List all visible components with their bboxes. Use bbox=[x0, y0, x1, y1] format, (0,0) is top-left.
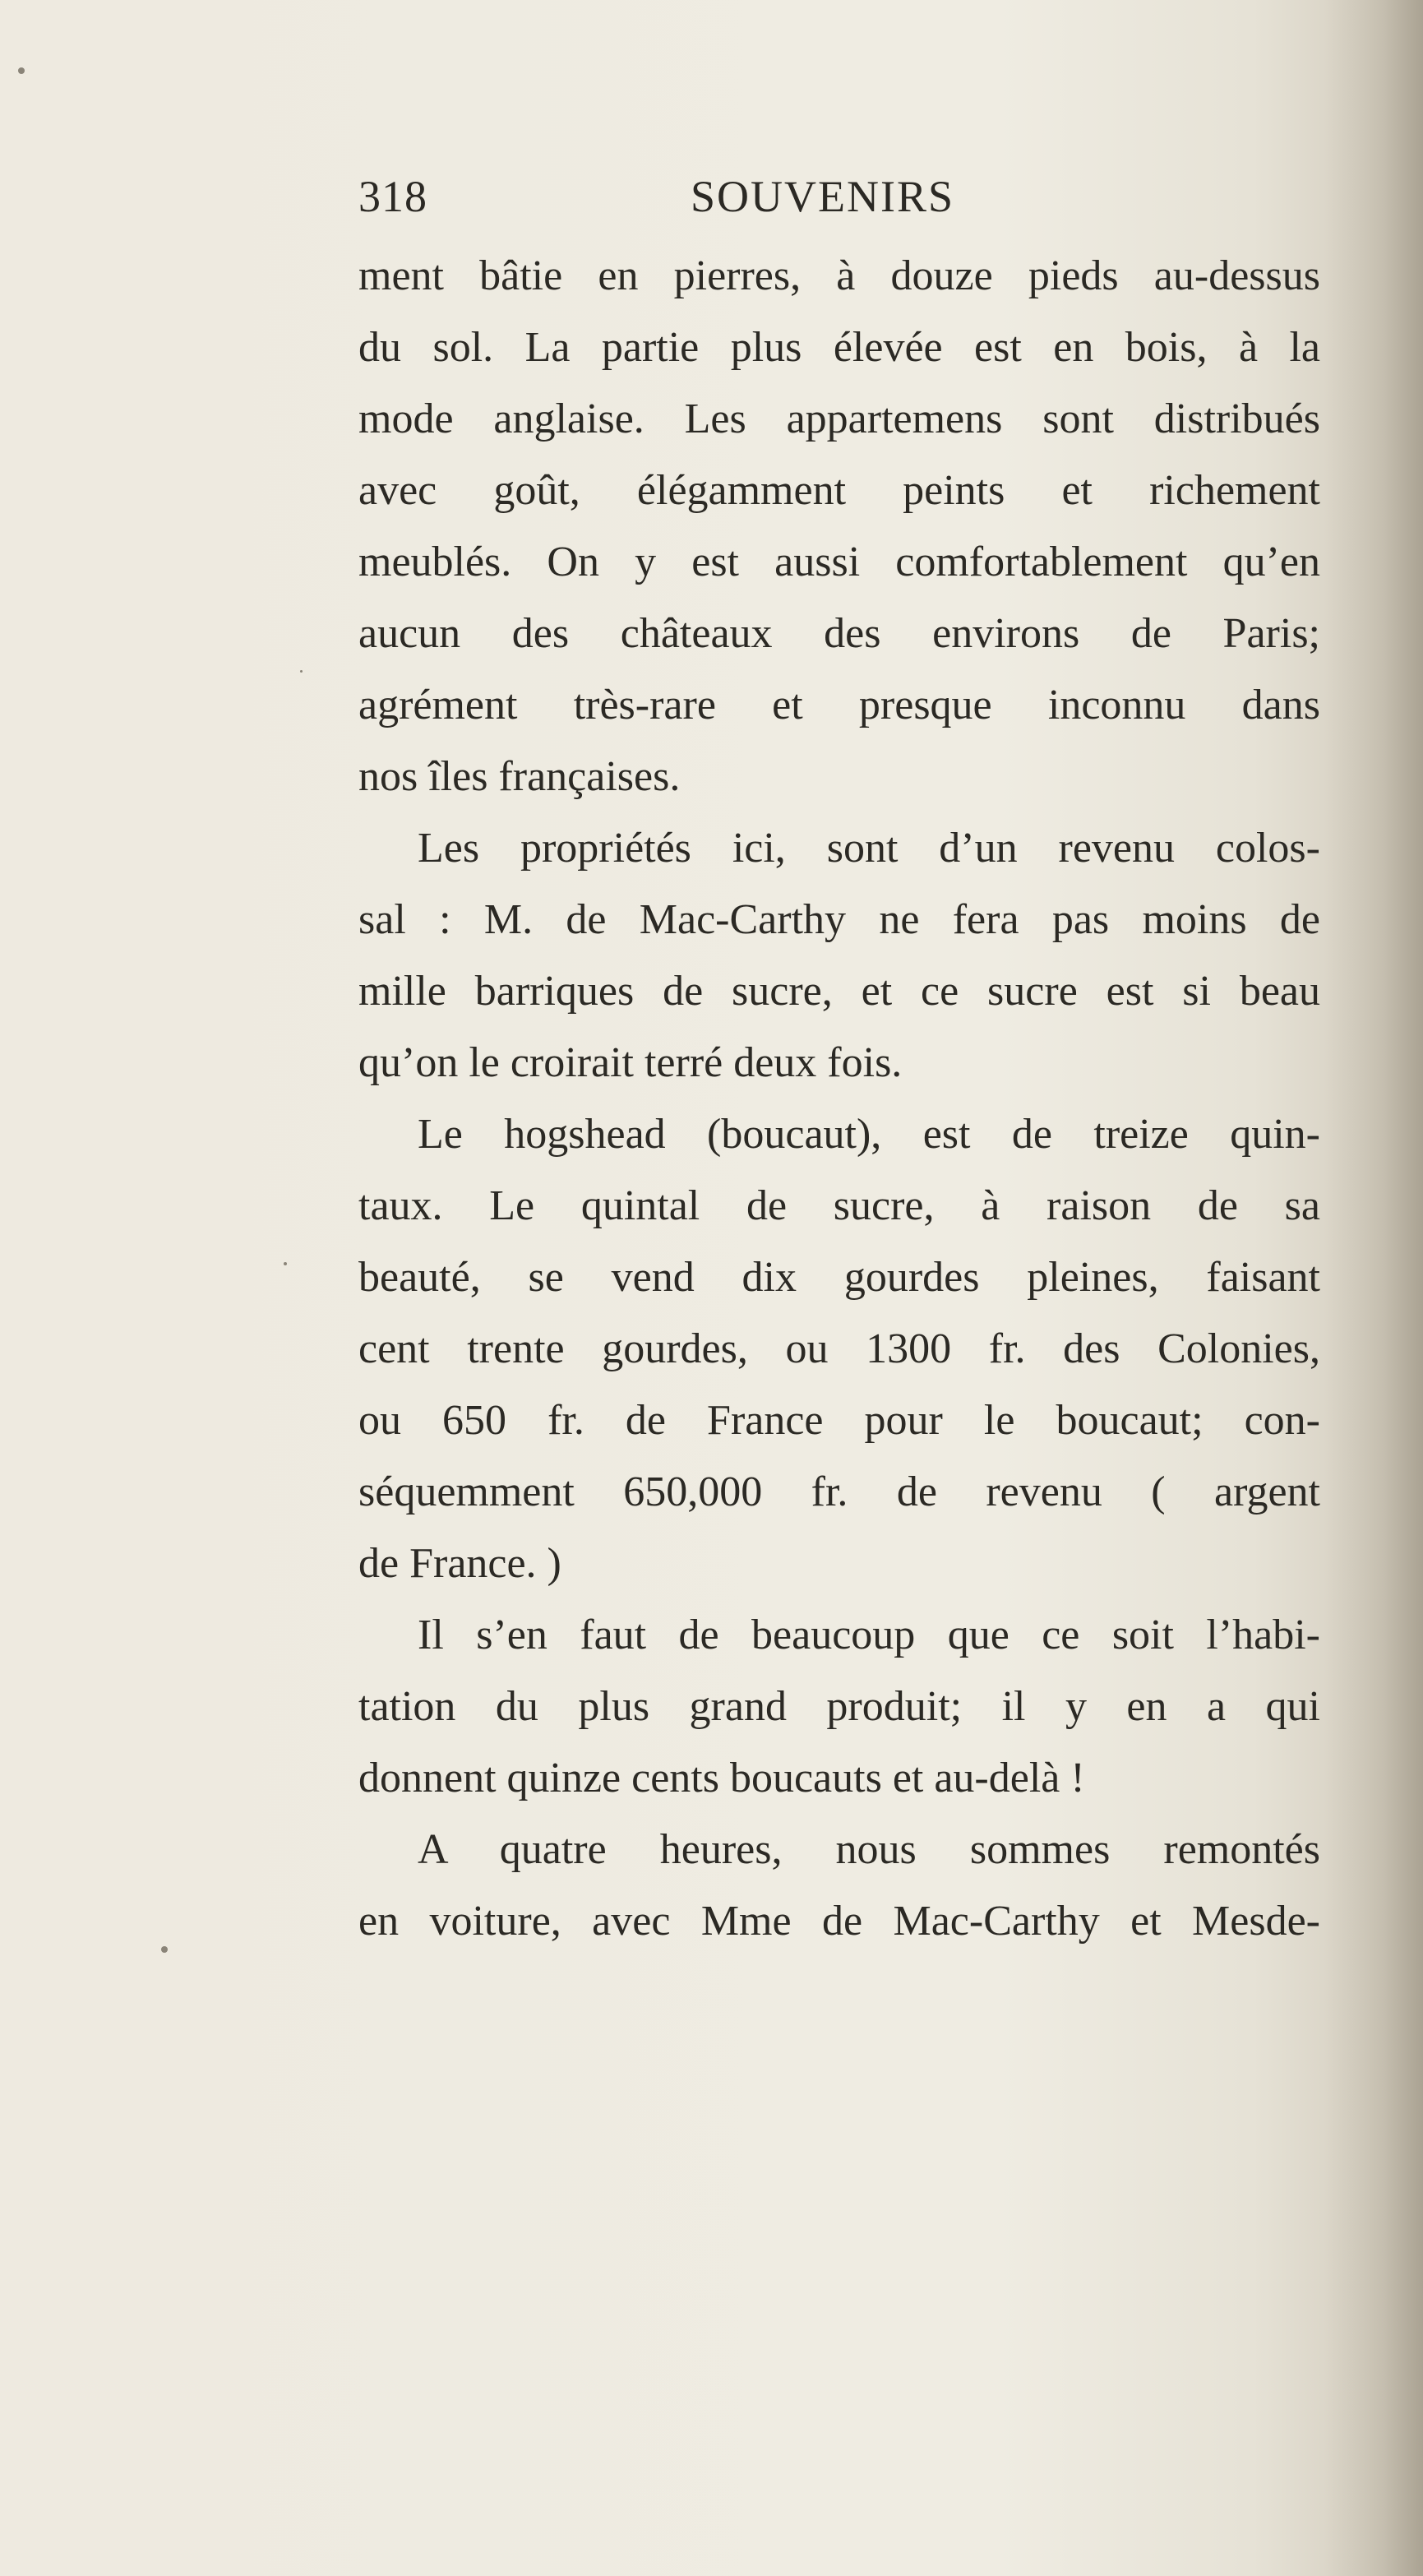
text-line: Le hogshead (boucaut), est de treize quin- bbox=[418, 1111, 1320, 1158]
running-title: SOUVENIRS bbox=[691, 172, 955, 221]
text-line: donnent quinze cents boucauts et au-delà ! bbox=[358, 1755, 1085, 1801]
text-line: du sol. La partie plus élevée est en bois, à la bbox=[358, 324, 1320, 371]
text-line: beauté, se vend dix gourdes pleines, faisant bbox=[358, 1254, 1320, 1301]
gutter-shadow bbox=[1324, 0, 1423, 2576]
text-line: aucun des châteaux des environs de Paris; bbox=[358, 610, 1320, 657]
text-line: tation du plus grand produit; il y en a qui bbox=[358, 1683, 1320, 1730]
page-number: 318 bbox=[358, 172, 427, 221]
page-text bbox=[358, 171, 1320, 1957]
text-line: Les propriétés ici, sont d’un revenu colos- bbox=[418, 825, 1320, 872]
text-line: A quatre heures, nous sommes remontés bbox=[418, 1826, 1320, 1873]
text-line: séquemment 650,000 fr. de revenu ( argent bbox=[358, 1468, 1320, 1515]
paper-speck bbox=[161, 1946, 168, 1953]
text-line: avec goût, élégamment peints et richement bbox=[358, 467, 1320, 514]
text-line: cent trente gourdes, ou 1300 fr. des Colonies, bbox=[358, 1325, 1320, 1372]
text-line: sal : M. de Mac-Carthy ne fera pas moins de bbox=[358, 896, 1320, 943]
text-line: mille barriques de sucre, et ce sucre est si beau bbox=[358, 968, 1320, 1015]
paper-speck bbox=[18, 67, 25, 74]
text-line: en voiture, avec Mme de Mac-Carthy et Mesde- bbox=[358, 1898, 1320, 1945]
text-line: Il s’en faut de beaucoup que ce soit l’habi- bbox=[418, 1612, 1320, 1658]
text-line: nos îles françaises. bbox=[358, 753, 681, 800]
text-line: taux. Le quintal de sucre, à raison de sa bbox=[358, 1182, 1320, 1229]
paper-speck bbox=[284, 1262, 287, 1265]
text-line: qu’on le croirait terré deux fois. bbox=[358, 1039, 903, 1086]
text-line: ou 650 fr. de France pour le boucaut; con- bbox=[358, 1397, 1320, 1444]
running-header bbox=[358, 171, 1320, 240]
text-line: meublés. On y est aussi comfortablement qu’en bbox=[358, 539, 1320, 585]
paper-speck bbox=[300, 670, 303, 673]
text-line: de France. ) bbox=[358, 1540, 561, 1587]
text-line: ment bâtie en pierres, à douze pieds au-dessus bbox=[358, 252, 1320, 299]
text-line: agrément très-rare et presque inconnu dans bbox=[358, 682, 1320, 728]
text-line: mode anglaise. Les appartemens sont distribués bbox=[358, 395, 1320, 442]
